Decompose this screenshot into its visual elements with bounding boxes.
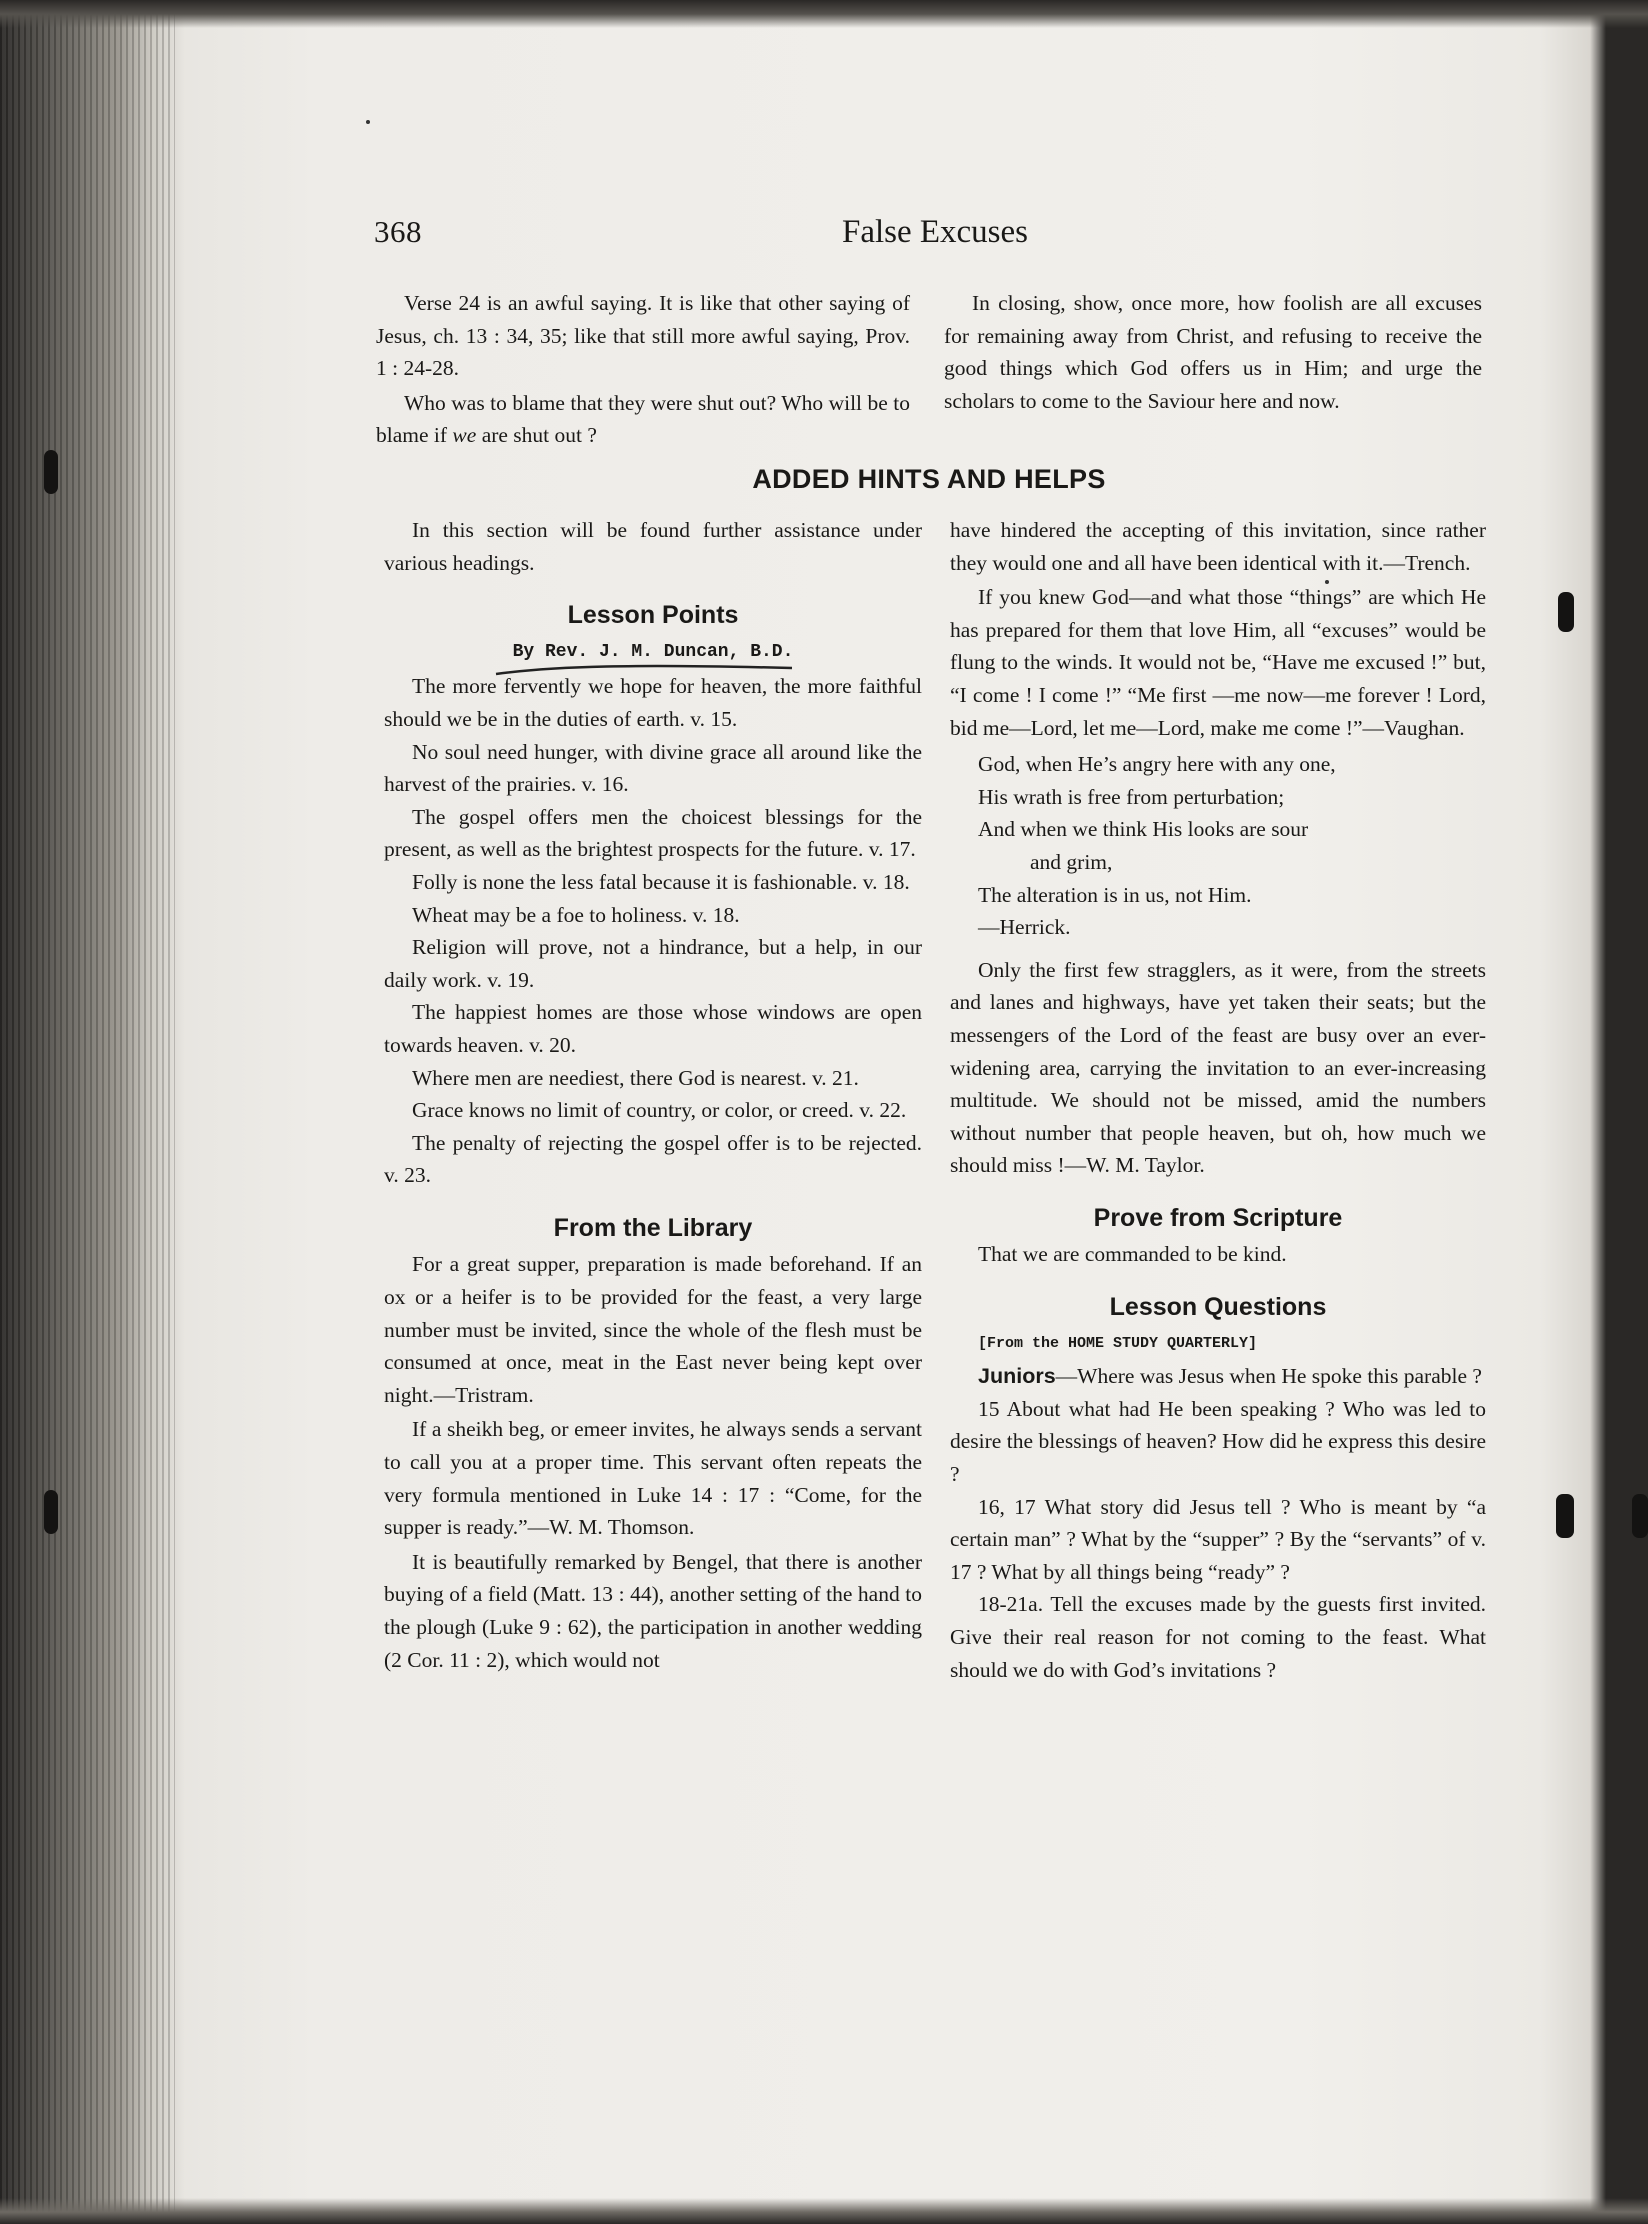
paragraph: Verse 24 is an awful saying. It is like that other saying of Jesus, ch. 13 : 34, 35; like that still more awful saying, Prov. 1 : 24-28. (376, 291, 910, 381)
book-page-edges (0, 0, 175, 2224)
questions-heading: Lesson Questions (1109, 1293, 1327, 1322)
poem-attribution: —Herrick. (978, 915, 1071, 940)
library-quote: It is beautifully remarked by Bengel, that there is another buying of a field (Matt. 13 : 44), another setting of the hand to the plough (Luke 9 : 62), the participation in another wedding (2 Cor. 11 : 2), which would not (384, 1549, 922, 1672)
question: 18-21a. Tell the excuses made by the guests first invited. Give their real reason for not coming to the feast. What should we do with God’s invitations ? (950, 1592, 1486, 1682)
poem-line: and grim, (1030, 849, 1113, 874)
questions-source-note: [From the HOME STUDY QUARTERLY] (978, 1334, 1258, 1352)
vaughan-quote: If you knew God—and what those “things” are which He has prepared for them that love Him, all “excuses” would be flung to the winds. It would not be, “Have me excused !” but, “I come ! I come !” “Me first —me now—me forever ! Lord, bid me—Lord, let me—Lord, make me come !”—Vaughan. (950, 585, 1486, 740)
paragraph: In closing, show, once more, how foolish are all excuses for remaining away from Christ, and refusing to receive the good things which God offers us in Him; and urge the scholars to come to the Saviour here and now. (944, 291, 1482, 413)
lesson-point: Where men are neediest, there God is nearest. v. 21. (412, 1065, 859, 1090)
library-quote: If a sheikh beg, or emeer invites, he always sends a servant to call you at a proper time. This servant often repeats the very formula mentioned in Luke 14 : 17 : “Come, for the supper is ready.”—W. M. Thomson. (384, 1417, 922, 1540)
running-header (374, 214, 1496, 264)
continuation-paragraph: have hindered the accepting of this invitation, since rather they would one and all have been identical with it.—Trench. (950, 518, 1486, 575)
poem-line: God, when He’s angry here with any one, (978, 752, 1336, 777)
intro-paragraph: In this section will be found further assistance under various headings. (384, 518, 922, 575)
library-heading: From the Library (553, 1213, 753, 1242)
ink-speck (366, 120, 370, 124)
lesson-points-heading: Lesson Points (567, 601, 739, 630)
bottom-shadow (0, 2198, 1648, 2224)
hole-punch-mark (1632, 1494, 1648, 1538)
byline: By Rev. J. M. Duncan, B.D. (384, 636, 922, 669)
taylor-quote: Only the first few stragglers, as it were, from the streets and lanes and highways, have yet taken their seats; but the messengers of the Lord of the feast are busy over an ever-widening area, carrying the invitation to an ever-increasing multitude. We should not be missed, amid the numbers without number that people heaven, but oh, how much we should miss !—W. M. Taylor. (950, 957, 1486, 1178)
binding-mark (44, 450, 58, 494)
left-column (384, 514, 922, 1676)
section-banner: ADDED HINTS AND HELPS (752, 464, 1106, 494)
paragraph: Who was to blame that they were shut out? Who will be to blame if we are shut out ? (376, 390, 910, 448)
running-title: False Excuses (841, 214, 1029, 250)
prove-heading: Prove from Scripture (1093, 1203, 1343, 1232)
hole-punch-mark (1558, 592, 1574, 632)
page-number: 368 (374, 214, 422, 249)
juniors-label: Juniors (978, 1364, 1056, 1389)
top-shadow (0, 0, 1648, 28)
poem-line: His wrath is free from perturbation; (978, 784, 1285, 809)
lesson-point: The happiest homes are those whose windows are open towards heaven. v. 20. (384, 1000, 922, 1057)
lesson-point: Religion will prove, not a hindrance, but a help, in our daily work. v. 19. (384, 935, 922, 992)
lesson-point: The penalty of rejecting the gospel offer is to be rejected. v. 23. (384, 1130, 922, 1188)
poem (950, 748, 1486, 944)
pencil-underline (494, 662, 794, 676)
lesson-point: Folly is none the less fatal because it is fashionable. v. 18. (412, 869, 910, 894)
top-right-column (944, 287, 1482, 417)
poem-line: The alteration is in us, not Him. (978, 882, 1252, 907)
binding-mark (44, 1490, 58, 1534)
hole-punch-mark (1556, 1494, 1574, 1538)
lesson-point: The gospel offers men the choicest blessings for the present, as well as the brightest prospects for the future. v. 17. (384, 804, 922, 862)
lesson-point: No soul need hunger, with divine grace all around like the harvest of the prairies. v. 16. (384, 739, 922, 797)
poem-line: And when we think His looks are sour (978, 817, 1309, 842)
top-left-column (376, 287, 910, 452)
right-column (950, 514, 1486, 1686)
question: 15 About what had He been speaking ? Who was led to desire the blessings of heaven? How did he express this desire ? (950, 1396, 1486, 1487)
question: Juniors—Where was Jesus when He spoke this parable ? (978, 1364, 1482, 1389)
library-quote: For a great supper, preparation is made beforehand. If an ox or a heifer is to be provided for the feast, a very large number must be invited, since the whole of the flesh must be consumed at once, meat in the East never being kept over night.—Tristram. (384, 1252, 922, 1407)
question: 16, 17 What story did Jesus tell ? Who is meant by “a certain man” ? What by the “supper” ? By the “servants” of v. 17 ? What by all things being “ready” ? (950, 1494, 1486, 1584)
prove-text: That we are commanded to be kind. (978, 1242, 1287, 1267)
lesson-point: The more fervently we hope for heaven, the more faithful should we be in the duties of earth. v. 15. (384, 674, 922, 731)
lesson-point: Grace knows no limit of country, or color, or creed. v. 22. (412, 1098, 907, 1123)
lesson-point: Wheat may be a foe to holiness. v. 18. (412, 902, 740, 927)
